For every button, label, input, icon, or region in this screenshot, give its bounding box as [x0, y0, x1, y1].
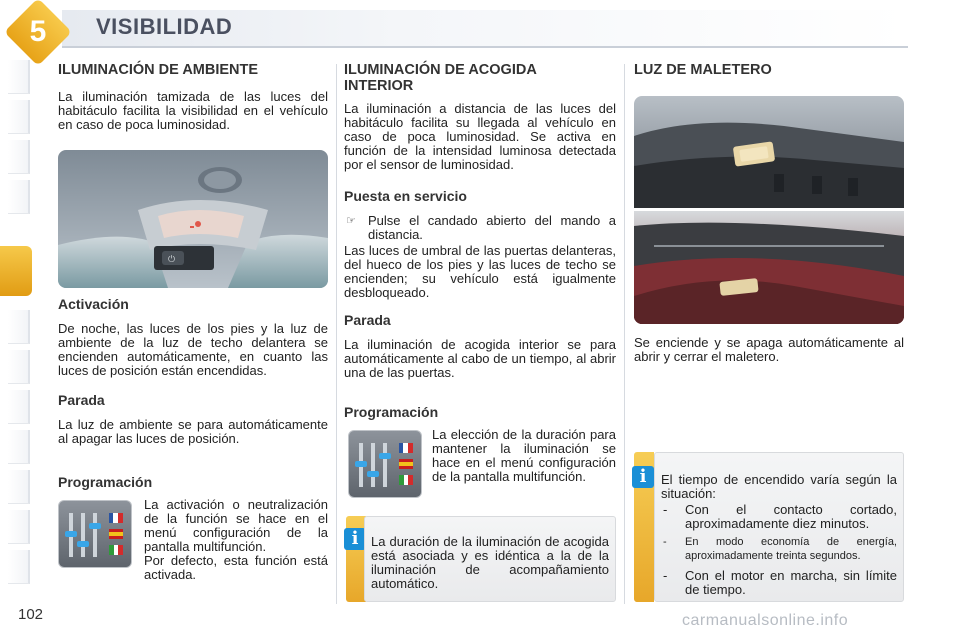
boot-light-photo	[634, 96, 904, 324]
activation-heading: Activación	[58, 296, 129, 312]
chapter-tab[interactable]	[8, 510, 30, 544]
start-bullet-text: Pulse el candado abierto del mando a distancia.	[368, 213, 616, 242]
section-intro: La iluminación a distancia de las luces del habitáculo facilita su llegada al vehículo en caso de poca luminosidad. Se activa en función de la intensidad luminosa detectada por el sensor de luminosidad.	[344, 101, 616, 172]
page-number: 102	[18, 606, 44, 623]
chapter-tab-active[interactable]	[0, 246, 32, 296]
chapter-number: 5	[29, 15, 47, 48]
chapter-tab[interactable]	[8, 180, 30, 214]
chapter-tab[interactable]	[8, 470, 30, 504]
column-ambient-lighting	[58, 60, 328, 600]
stop-heading: Parada	[344, 312, 391, 328]
info-icon: i	[632, 466, 654, 488]
start-bullet	[344, 214, 616, 242]
chapter-tab[interactable]	[8, 100, 30, 134]
programming-default: Por defecto, esta función está activada.	[144, 553, 328, 582]
switch-symbol: ⏻	[168, 254, 176, 264]
column-boot-light	[634, 60, 904, 600]
ceiling-light-image	[58, 150, 328, 288]
programming-text: La elección de la duración para mantener la iluminación se hace en el menú configuración de la pantalla multifunción.	[432, 427, 616, 484]
activation-text: De noche, las luces de los pies y la luz de ambiente de la luz de techo delantera se encienden automáticamente, en cuanto las luces de posición están encendidas.	[58, 321, 328, 378]
section-intro: La iluminación tamizada de las luces del habitáculo facilita la visibilidad en el vehículo en caso de poca luminosidad.	[58, 89, 328, 132]
chapter-tab[interactable]	[8, 310, 30, 344]
list-item: - En modo economía de energía, aproximadamente treinta segundos.	[663, 536, 897, 562]
info-box	[654, 452, 904, 602]
config-menu-thumbnail	[58, 500, 132, 568]
chapter-tab[interactable]	[8, 60, 30, 94]
info-intro: El tiempo de encendido varía según la situación:	[661, 472, 897, 501]
stop-text: La luz de ambiente se para automáticamente al apagar las luces de posición.	[58, 417, 328, 446]
start-heading: Puesta en servicio	[344, 188, 467, 204]
column-divider	[624, 64, 625, 604]
hand-pointer-icon: ☞	[346, 215, 356, 227]
stop-text: La iluminación de acogida interior se para automáticamente al cabo de un tiempo, al abrir una de las puertas.	[344, 337, 616, 380]
chapter-tab[interactable]	[8, 550, 30, 584]
ceiling-light-photo	[58, 150, 328, 288]
chapter-tab[interactable]	[8, 350, 30, 384]
sliders-icon	[349, 431, 423, 499]
programming-text: La activación o neutralización de la función se hace en el menú configuración de la pantalla multifunción.	[144, 497, 328, 554]
programming-heading: Programación	[58, 474, 153, 490]
column-divider	[336, 64, 337, 604]
chapter-tab[interactable]	[8, 430, 30, 464]
section-heading: ILUMINACIÓN DE ACOGIDA INTERIOR	[344, 62, 537, 94]
stop-heading: Parada	[58, 392, 105, 408]
config-menu-thumbnail	[348, 430, 422, 498]
chapter-tab[interactable]	[8, 140, 30, 174]
sliders-icon	[59, 501, 133, 569]
programming-heading: Programación	[344, 404, 439, 420]
info-icon: i	[344, 528, 366, 550]
section-heading: ILUMINACIÓN DE AMBIENTE	[58, 62, 259, 78]
boot-light-image	[634, 96, 904, 324]
info-box	[364, 516, 616, 602]
boot-light-text: Se enciende y se apaga automáticamente al abrir y cerrar el maletero.	[634, 335, 904, 364]
info-list	[661, 503, 897, 597]
start-text: Las luces de umbral de las puertas delanteras, del hueco de los pies y las luces de techo se encienden; su vehículo está igualmente desbloqueado.	[344, 243, 616, 300]
column-welcome-lighting	[344, 60, 616, 600]
list-item: - Con el motor en marcha, sin límite de tiempo.	[663, 568, 897, 597]
section-heading: LUZ DE MALETERO	[634, 62, 772, 78]
list-item: - Con el contacto cortado, aproximadamente diez minutos.	[663, 502, 897, 531]
watermark: carmanualsonline.info	[682, 612, 849, 629]
chapter-tab[interactable]	[8, 390, 30, 424]
info-text: La duración de la iluminación de acogida está asociada y es idéntica a la de la iluminación de acompañamiento automático.	[371, 534, 609, 591]
page-title: VISIBILIDAD	[96, 14, 233, 39]
chapter-tabs	[0, 60, 34, 580]
